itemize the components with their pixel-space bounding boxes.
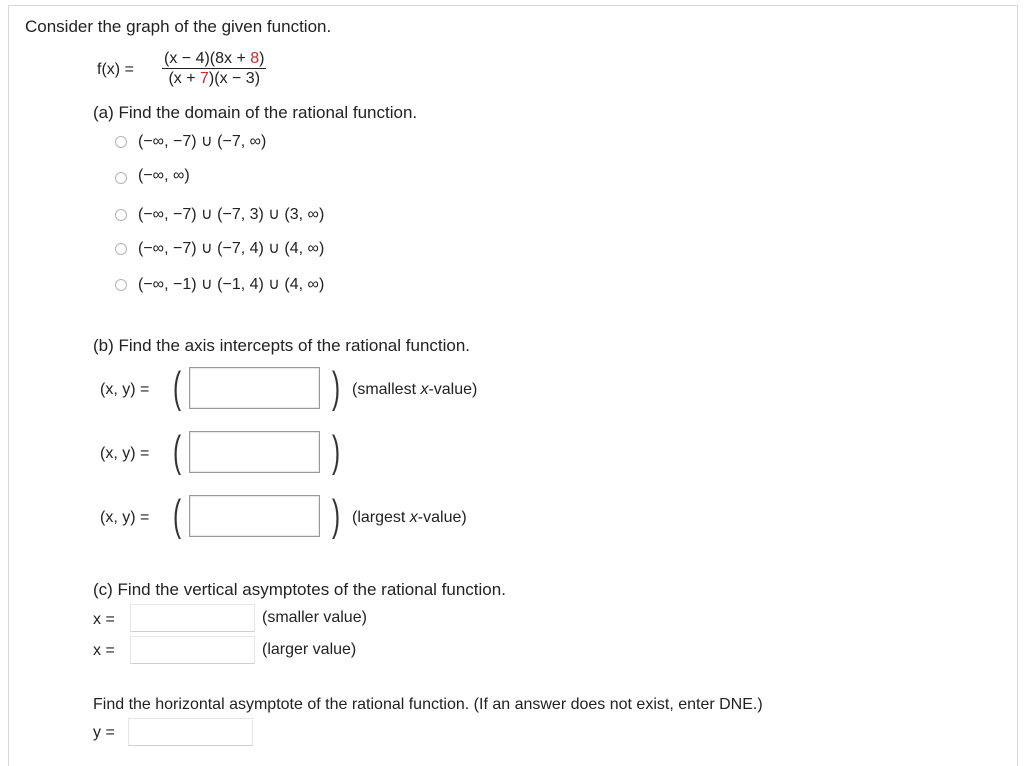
domain-option-2-label[interactable]: (−∞, ∞): [138, 167, 190, 184]
vertical-asymptote-2-input[interactable]: [130, 636, 255, 664]
domain-option-5-label[interactable]: (−∞, −1) ∪ (−1, 4) ∪ (4, ∞): [138, 276, 325, 293]
intercept-1-note: (smallest x-value): [352, 381, 478, 398]
domain-option-1-label[interactable]: (−∞, −7) ∪ (−7, ∞): [138, 133, 267, 150]
intercept-2-close-paren: ): [332, 427, 341, 476]
intercept-3-input[interactable]: [189, 495, 320, 537]
part-b-question: (b) Find the axis intercepts of the rational function.: [93, 336, 471, 355]
domain-option-3-radio[interactable]: [115, 209, 127, 221]
vertical-asymptote-1-label: x =: [93, 611, 115, 628]
domain-option-1-radio[interactable]: [115, 136, 127, 148]
intercept-1-label: (x, y) =: [100, 381, 150, 398]
intercept-1-input[interactable]: [189, 367, 320, 409]
domain-option-5-radio[interactable]: [115, 279, 127, 291]
horizontal-asymptote-label: y =: [93, 724, 115, 741]
domain-option-4-radio[interactable]: [115, 243, 127, 255]
function-denominator: (x + 7)(x − 3): [168, 70, 261, 87]
horizontal-asymptote-question: Find the horizontal asymptote of the rational function. (If an answer does not exist, enter DNE.): [93, 696, 763, 713]
function-name: f(x) =: [97, 61, 134, 78]
horizontal-asymptote-input[interactable]: [128, 718, 253, 746]
vertical-asymptote-2-note: (larger value): [262, 641, 357, 658]
intercept-3-label: (x, y) =: [100, 509, 150, 526]
part-a-question: (a) Find the domain of the rational function.: [93, 103, 418, 122]
intercept-1-open-paren: (: [173, 363, 182, 412]
intercept-3-note: (largest x-value): [352, 509, 467, 526]
intercept-3-close-paren: ): [332, 491, 341, 540]
intercept-2-input[interactable]: [189, 431, 320, 473]
function-numerator: (x − 4)(8x + 8): [164, 50, 265, 67]
intercept-3-open-paren: (: [173, 491, 182, 540]
intercept-2-label: (x, y) =: [100, 445, 150, 462]
function-fraction: [162, 50, 266, 88]
intercept-2-open-paren: (: [173, 427, 182, 476]
part-c-question: (c) Find the vertical asymptotes of the rational function.: [93, 580, 506, 599]
domain-option-4-label[interactable]: (−∞, −7) ∪ (−7, 4) ∪ (4, ∞): [138, 240, 325, 257]
question-prompt: Consider the graph of the given function.: [25, 17, 332, 36]
vertical-asymptote-1-note: (smaller value): [262, 609, 367, 626]
domain-option-3-label[interactable]: (−∞, −7) ∪ (−7, 3) ∪ (3, ∞): [138, 206, 325, 223]
vertical-asymptote-2-label: x =: [93, 642, 115, 659]
domain-option-2-radio[interactable]: [115, 172, 127, 184]
intercept-1-close-paren: ): [332, 363, 341, 412]
vertical-asymptote-1-input[interactable]: [130, 604, 255, 632]
